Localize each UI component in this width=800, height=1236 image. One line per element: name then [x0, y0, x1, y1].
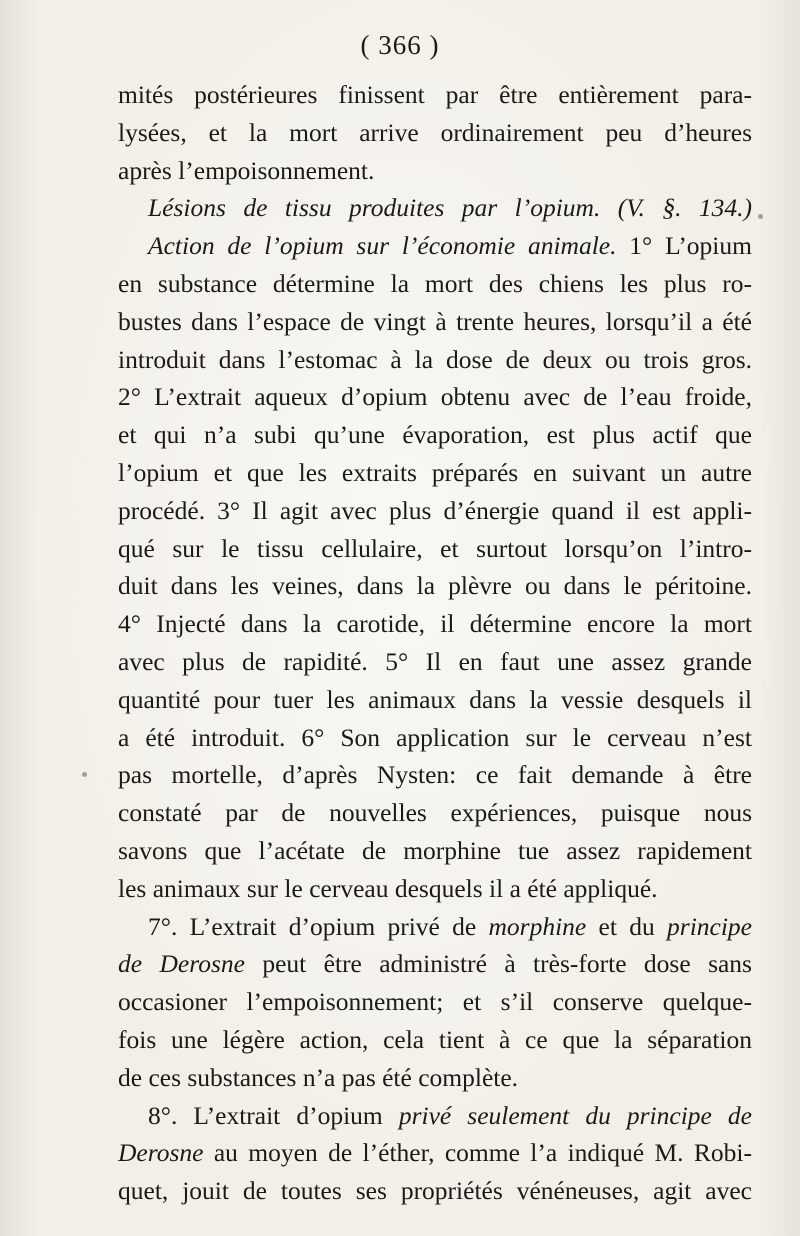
text-line — [118, 114, 752, 152]
text-line — [118, 1097, 752, 1135]
body-text — [118, 76, 752, 1210]
italic-text: Lésions de tissu produites par l’opium. (V. §. 134.) — [148, 193, 752, 223]
text-line — [118, 567, 752, 605]
text-line — [118, 643, 752, 681]
text-segment: avec plus de rapidité. 5° Il en faut une assez grande — [118, 646, 752, 676]
text-line — [118, 794, 752, 832]
text-segment: qué sur le tissu cellulaire, et surtout lorsqu’on l’intro- — [118, 533, 752, 563]
text-line — [118, 152, 752, 190]
text-segment: et du — [586, 911, 668, 941]
text-line — [118, 303, 752, 341]
text-line — [118, 1021, 752, 1059]
text-line — [118, 1059, 752, 1097]
text-line — [118, 76, 752, 114]
text-segment: 1° L’opium — [616, 231, 752, 261]
text-segment: l’opium et que les extraits préparés en suivant un autre — [118, 457, 752, 487]
text-line — [118, 341, 752, 379]
italic-text: principe — [667, 911, 752, 941]
text-segment: lysées, et la mort arrive ordinairement peu d’heures — [118, 117, 752, 147]
text-line — [118, 719, 752, 757]
text-segment: après l’empoisonnement. — [118, 155, 375, 185]
italic-text: de Derosne — [118, 949, 245, 979]
page-number: ( 366 ) — [360, 30, 440, 60]
text-line — [118, 681, 752, 719]
text-line — [118, 454, 752, 492]
italic-text: privé seulement du principe de — [398, 1100, 753, 1130]
text-segment: peut être administré à très-forte dose sans — [244, 949, 752, 979]
text-segment: mités postérieures finissent par être entièrement para- — [118, 80, 752, 109]
text-line — [118, 378, 752, 416]
text-segment: bustes dans l’espace de vingt à trente heures, lorsqu’il a été — [118, 306, 752, 336]
text-line — [118, 983, 752, 1021]
text-line — [118, 756, 752, 794]
text-segment: en substance détermine la mort des chiens les plus ro- — [118, 268, 752, 298]
italic-text: Derosne — [118, 1138, 204, 1168]
text-segment: et qui n’a subi qu’une évaporation, est plus actif que — [118, 420, 752, 450]
ink-speck — [82, 772, 87, 777]
text-segment: duit dans les veines, dans la plèvre ou dans le péritoine. — [118, 571, 752, 601]
text-segment: au moyen de l’éther, comme l’a indiqué M. Robi- — [203, 1138, 752, 1168]
text-segment: 4° Injecté dans la carotide, il détermine encore la mort — [118, 609, 752, 639]
text-line — [118, 605, 752, 643]
text-line — [118, 1172, 752, 1210]
text-segment: pas mortelle, d’après Nysten: ce fait demande à être — [118, 760, 752, 790]
italic-text: morphine — [488, 911, 587, 941]
text-line — [118, 1134, 752, 1172]
text-line — [118, 492, 752, 530]
text-line — [118, 870, 752, 908]
text-segment: constaté par de nouvelles expériences, puisque nous — [118, 798, 752, 828]
text-line — [118, 908, 752, 946]
text-line — [118, 530, 752, 568]
text-segment: quantité pour tuer les animaux dans la vessie desquels il — [118, 684, 752, 714]
text-segment: 7°. L’extrait d’opium privé de — [148, 911, 489, 941]
text-line — [118, 227, 752, 265]
italic-text: Action de l’opium sur l’économie animale. — [148, 231, 617, 261]
text-segment: fois une légère action, cela tient à ce que la séparation — [118, 1024, 752, 1054]
text-line — [118, 945, 752, 983]
text-segment: 8°. L’extrait d’opium — [148, 1100, 399, 1130]
text-line — [118, 416, 752, 454]
text-segment: occasioner l’empoisonnement; et s’il conserve quelque- — [118, 987, 752, 1017]
text-segment: procédé. 3° Il agit avec plus d’énergie quand il est appli- — [118, 495, 752, 525]
text-segment: introduit dans l’estomac à la dose de deux ou trois gros. — [118, 344, 752, 374]
text-line — [118, 189, 752, 227]
text-segment: 2° L’extrait aqueux d’opium obtenu avec de l’eau froide, — [118, 382, 752, 412]
text-segment: quet, jouit de toutes ses propriétés vénéneuses, agit avec — [118, 1176, 752, 1206]
text-segment: savons que l’acétate de morphine tue assez rapidement — [118, 835, 752, 865]
text-segment: les animaux sur le cerveau desquels il a été appliqué. — [118, 873, 658, 903]
text-segment: a été introduit. 6° Son application sur le cerveau n’est — [118, 722, 752, 752]
text-line — [118, 265, 752, 303]
text-segment: de ces substances n’a pas été complète. — [118, 1062, 519, 1092]
ink-speck — [758, 214, 763, 219]
text-line — [118, 832, 752, 870]
